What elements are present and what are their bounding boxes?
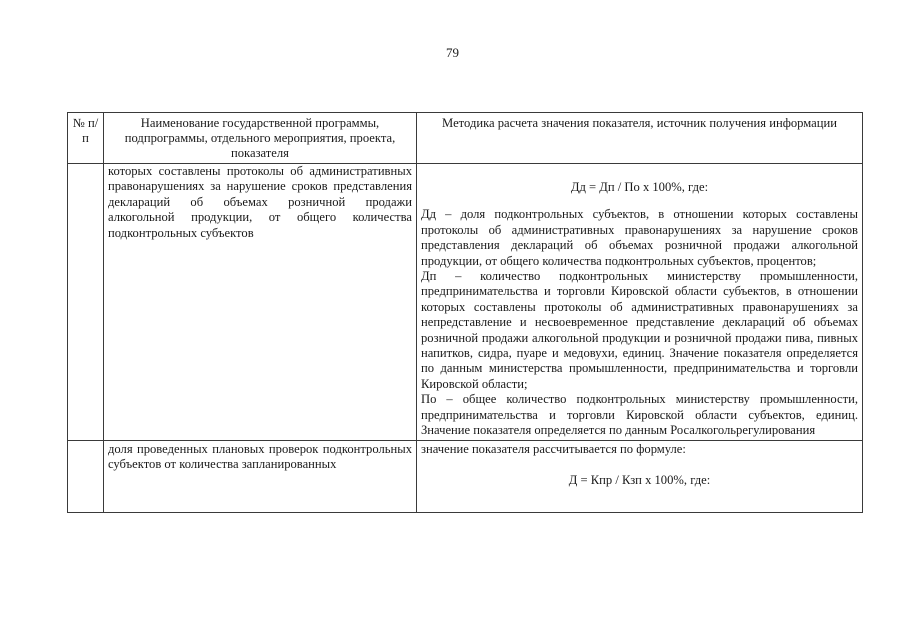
indicator-name-cell: доля проведенных плановых проверок подконтрольных субъектов от количества запланированных — [104, 440, 417, 512]
definition-paragraph: По – общее количество подконтрольных министерству промышленности, предпринимательства и торговли Кировской области субъектов, единиц. Значение показателя определяется по данным Росалкогольрегулирования — [421, 392, 858, 438]
table-header-row — [68, 113, 863, 164]
definition-paragraph: Дп – количество подконтрольных министерству промышленности, предпринимательства и торговли Кировской области субъектов, в отношении которых составлены протоколы об административных правонарушениях за непредставление и несвоевременное представление деклараций об объемах розничной продажи алкогольной продукции и розничной продажи пива, пивных напитков, сидра, пуаре и медовухи, единиц. Значение показателя определяется по данным министерства промышленности, предпринимательства и торговли Кировской области; — [421, 269, 858, 391]
table-row — [68, 164, 863, 441]
header-method: Методика расчета значения показателя, источник получения информации — [417, 113, 863, 164]
table-row — [68, 440, 863, 512]
formula-intro-text: значение показателя рассчитывается по формуле: — [421, 441, 686, 456]
row-number-cell — [68, 440, 104, 512]
formula-text: Дд = Дп / По х 100%, где: — [570, 180, 709, 194]
method-cell — [417, 164, 863, 441]
indicator-methodology-table — [67, 112, 863, 513]
method-cell — [417, 440, 863, 512]
header-number: № п/п — [68, 113, 104, 164]
definition-paragraph: Дд – доля подконтрольных субъектов, в отношении которых составлены протоколы об административных правонарушениях за нарушение сроков представления деклараций об объемах розничной продажи алкогольной продукции, от общего количества подконтрольных субъектов, процентов; — [421, 207, 858, 268]
page-number: 79 — [446, 45, 459, 60]
indicator-name-cell: которых составлены протоколы об административных правонарушениях за нарушение сроков представления деклараций об объемах розничной продажи алкогольной продукции, от общего количества подконтрольных субъектов — [104, 164, 417, 441]
row-number-cell — [68, 164, 104, 441]
formula-text: Д = Кпр / Кзп х 100%, где: — [568, 472, 711, 487]
header-name: Наименование государственной программы, подпрограммы, отдельного мероприятия, проекта, показателя — [104, 113, 417, 164]
